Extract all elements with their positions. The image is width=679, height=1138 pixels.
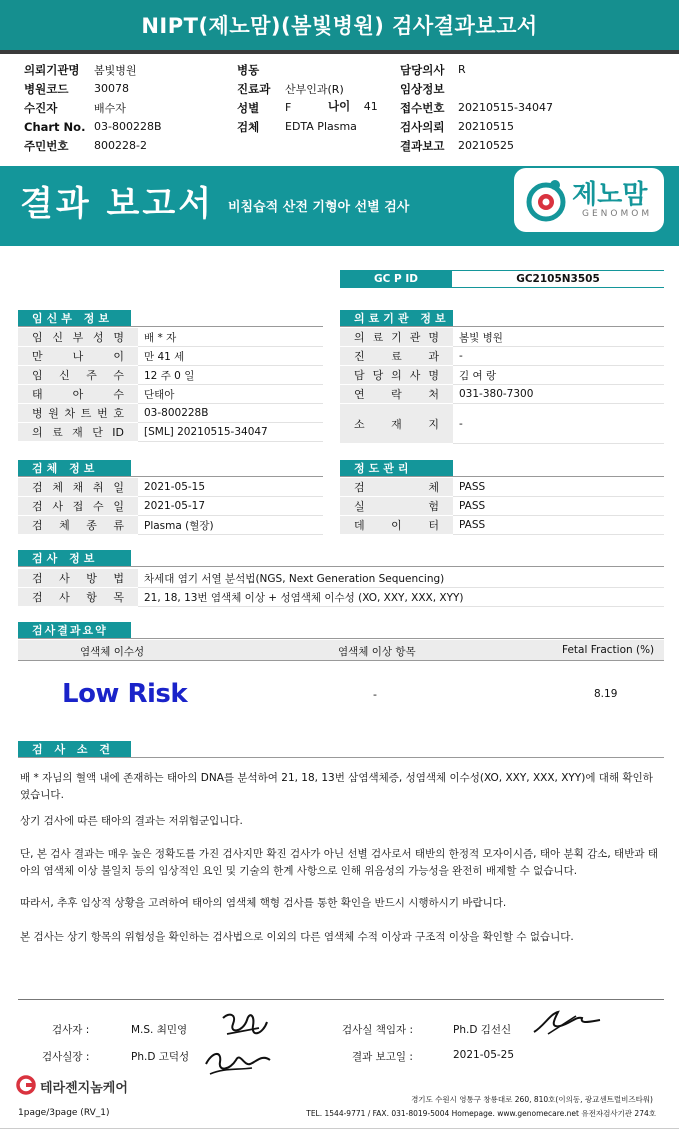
header-field-value: 20210525 [458,139,514,152]
table-row [340,478,664,497]
logo-subtext: GENOMOM [582,209,653,219]
row-label-char: 나 [72,350,84,363]
header-field-label: 주민번호 [24,138,69,153]
row-label-char: 수 [113,369,124,382]
row-label-char: 검 [354,481,365,494]
row-label-char: 락 [391,388,402,401]
row-label-char: 채 [72,481,84,494]
row-value: Plasma (혈장) [138,516,323,535]
findings-heading: 검 사 소 견 [18,741,131,757]
row-label-char: 체 [428,481,439,494]
header-field [24,60,244,79]
result-summary-heading: 검사결과요약 [18,622,131,638]
row-label [18,423,138,442]
header-field [24,79,244,98]
row-value: PASS [453,478,664,497]
row-value: 차세대 염기 서열 분석법(NGS, Next Generation Sequencing) [138,569,664,588]
row-label-char: 임 [32,369,43,382]
row-label-char: 사 [52,500,63,513]
row-label-char: 신 [52,331,63,344]
result-risk: Low Risk [62,679,188,709]
lab-chief-name: Ph.D 고덕성 [131,1051,190,1063]
genomom-logo-icon [522,176,570,224]
table-row [18,423,323,442]
table-row [18,569,664,588]
row-value: - [453,404,664,444]
row-label [18,385,138,404]
findings-paragraph-4: 따라서, 추후 임상적 상황을 고려하여 태아의 염색체 핵형 검사를 통한 확인을 반드시 시행하시기 바랍니다. [20,897,507,909]
company-address: 경기도 수원시 영통구 창룡대로 260, 810호(이의동, 광교센트럴비즈타워) [411,1095,653,1104]
table-row [18,347,323,366]
row-label [340,328,453,347]
lab-head-name: Ph.D 김선신 [453,1024,512,1036]
row-label-char: 데 [354,519,365,532]
row-label-char: 신 [59,369,70,382]
header-field-value: 03-800228B [94,120,162,133]
test-info-table [18,569,664,607]
row-label-char: 사 [59,591,70,604]
header-field-value: F [285,101,292,114]
row-label-char: 차 [64,407,76,420]
header-col-3 [400,60,660,155]
header-field-label: Chart No. [24,119,86,134]
row-value: 단태아 [138,385,323,404]
row-label-char: 당 [372,369,384,382]
lab-head-label: 검사실 책임자 : [342,1024,414,1036]
header-field [237,60,397,79]
row-label-char: 사 [59,572,70,585]
row-label [340,347,453,366]
header-field [237,79,397,98]
result-abnormal-item: - [373,688,377,701]
row-label-char: 검 [32,481,43,494]
terragen-logo-icon [16,1075,36,1095]
row-label-char: 체 [59,519,70,532]
row-label-char: 성 [92,331,104,344]
col-fetal-fraction: Fetal Fraction (%) [562,644,655,656]
lab-chief-label: 검사실장 : [42,1051,90,1063]
age-label: 나이 [328,99,351,113]
col-abnormal-items: 염색체 이상 항목 [338,646,416,658]
row-label-char: 처 [428,388,439,401]
row-label [18,588,138,607]
header-fields [0,56,679,152]
qc-info-heading: 정도관리 [340,460,453,476]
header-field-label: 임상정보 [400,81,445,96]
header-field-label: 검체 [237,119,260,134]
header-field-value: 30078 [94,82,129,95]
header-field-label: 병동 [237,62,260,77]
row-label-char: 기 [391,331,402,344]
table-row [340,404,664,444]
row-label-char: 주 [86,369,97,382]
age-value: 41 [363,100,378,113]
table-row [18,516,323,535]
row-label [18,366,138,385]
row-label-char: 수 [92,500,104,513]
header-field-value: 배수자 [94,101,126,115]
findings-paragraph-1: 배 * 자님의 혈액 내에 존재하는 태아의 DNA를 분석하여 21, 18, 13번 삼염색체증, 성염색체 이수성(XO, XXY, XXX, XYY)에 대해 확인하였습니다. [20,772,653,801]
findings-paragraph-5: 본 검사는 상기 항목의 위험성을 확인하는 검사법으로 이외의 다른 염색체 수적 이상과 구조적 이상을 확인할 수 없습니다. [20,931,574,943]
row-label-char: 재 [391,417,402,431]
row-label-char: 료 [52,426,63,439]
row-value: [SML] 20210515-34047 [138,423,323,442]
row-label-char: 류 [113,519,124,532]
row-label-char: 명 [113,331,124,344]
row-label-char: 호 [113,407,124,420]
header-field-label: 수진자 [24,100,58,115]
table-row [18,366,323,385]
header-field-label: 병원코드 [24,81,69,96]
findings-paragraph-3: 단, 본 검사 결과는 매우 높은 정확도를 가진 검사지만 확진 검사가 아닌 선별 검사로서 태반의 한정적 모자이시즘, 태아 분획 감소, 태반과 태아의 염색체 이상 불일치 등의 임상적인 요인 및 기술의 한계 사항으로 인해 위음성의 가능성을 완전히 배제할 수 없습니다. [20,848,658,877]
row-label-char: 명 [428,369,439,382]
row-label [18,516,138,535]
header-field-label: 성별 [237,100,260,115]
row-value: PASS [453,516,664,535]
lab-chief-signature [200,1040,274,1080]
row-label-char: 접 [72,500,84,513]
row-label [340,404,453,444]
row-label-char: 의 [354,331,365,344]
row-label-char: 종 [86,519,97,532]
row-label [18,478,138,497]
row-label [340,366,453,385]
header-field-value: 봄빛병원 [94,63,137,77]
row-label-char: 의 [32,426,43,439]
row-value: 21, 18, 13번 염색체 이상 + 성염색체 이수성 (XO, XXY, XXX, XYY) [138,588,664,607]
row-label-char: 아 [72,388,84,401]
row-label-char: 담 [354,369,365,382]
table-row [18,588,664,607]
header-field-label: 검사의뢰 [400,119,445,134]
institution-info-table [340,328,664,444]
tester-label: 검사자 : [52,1024,90,1036]
company-name: 테라젠지놈케어 [40,1081,128,1096]
row-label-char: 과 [428,350,439,363]
row-label-char: 험 [428,500,439,513]
header-field-label: 진료과 [237,81,271,96]
row-label-char: 터 [428,519,439,532]
row-value: 배 * 자 [138,328,323,347]
row-label-char: 소 [354,417,365,431]
table-row [18,404,323,423]
row-label [340,516,453,535]
row-label-char: 실 [354,500,365,513]
table-row [18,497,323,516]
tester-name: M.S. 최민영 [131,1024,188,1036]
findings-paragraph-2: 상기 검사에 따른 태아의 결과는 저위험군입니다. [20,815,243,827]
row-label-char: 검 [32,572,43,585]
row-label-char: 검 [32,591,43,604]
row-label-char: 태 [32,388,43,401]
header-field-value: 20210515-34047 [458,101,553,114]
row-label [18,569,138,588]
header-field-value: R [458,63,466,76]
row-label-char: 트 [80,407,92,420]
row-label-char: 수 [113,388,124,401]
row-value: PASS [453,497,664,516]
header-field-label: 담당의사 [400,62,445,77]
header-field [400,79,660,98]
row-label [18,328,138,347]
row-label-char: 법 [113,572,124,585]
row-value: - [453,347,664,366]
row-label-char: 이 [391,519,402,532]
banner-subtitle: 비침습적 산전 기형아 선별 검사 [228,200,410,215]
row-label-char: 체 [52,481,63,494]
row-label-char: 번 [97,407,108,420]
header-field [24,136,244,155]
header-field-value: 800228-2 [94,139,147,152]
header-field-label: 결과보고 [400,138,445,153]
table-row [340,366,664,385]
header-field-label: 의뢰기관명 [24,62,80,77]
header-field [24,117,244,136]
institution-info-heading: 의료기관 정보 [340,310,453,326]
header-field [400,117,660,136]
row-label-char: 목 [113,591,124,604]
row-label-char: 취 [92,481,104,494]
row-label-char: 항 [86,591,97,604]
col-aneuploidy: 염색체 이수성 [80,646,145,658]
row-label-char: 의 [391,369,402,382]
gcp-id-label: GC P ID [340,270,452,288]
row-label-char: 병 [32,407,43,420]
row-label-char: 관 [409,331,421,344]
row-value: 03-800228B [138,404,323,423]
header-col-1 [24,60,244,155]
row-label-char: 원 [48,407,59,420]
report-date-label: 결과 보고일 : [352,1051,413,1063]
header-field-value: 20210515 [458,120,514,133]
table-row [18,328,323,347]
header-field [400,98,660,117]
row-label-char: 료 [372,331,384,344]
test-info-heading: 검사 정보 [18,550,131,566]
row-label [18,497,138,516]
header-field-value: 산부인과(R) [285,82,344,96]
header-field [400,60,660,79]
row-label-char: 단 [92,426,103,439]
row-label [340,478,453,497]
lab-head-signature [530,1006,604,1040]
row-value: 봄빛 병원 [453,328,664,347]
qc-info-table [340,478,664,535]
row-label-char: 검 [32,500,43,513]
row-label-char: 이 [113,350,124,363]
row-label [18,404,138,423]
row-label-char: 일 [113,500,124,513]
row-label [340,497,453,516]
page-number: 1page/3page (RV_1) [18,1108,110,1118]
row-label-char: 부 [72,331,84,344]
report-title: NIPT(제노맘)(봄빛병원) 검사결과보고서 [0,0,679,54]
header-field [237,117,397,136]
row-value: 2021-05-15 [138,478,323,497]
table-row [18,478,323,497]
row-label [18,347,138,366]
row-label-char: 만 [32,350,43,363]
gcp-id-value: GC2105N3505 [452,270,664,288]
table-row [340,516,664,535]
row-label-char: 일 [113,481,124,494]
genomom-logo [514,168,664,232]
patient-info-heading: 임신부 정보 [18,310,131,326]
row-value: 12 주 0 일 [138,366,323,385]
table-row [340,347,664,366]
row-label-char: 임 [32,331,43,344]
specimen-info-table [18,478,323,535]
specimen-info-heading: 검체 정보 [18,460,131,476]
row-label-char: 진 [354,350,365,363]
row-value: 만 41 세 [138,347,323,366]
logo-text: 제노맘 [572,180,648,210]
row-label-char: 료 [391,350,402,363]
row-label-char: 방 [86,572,97,585]
table-row [18,385,323,404]
row-label-char: 지 [428,417,439,431]
row-label-char: 사 [409,369,421,382]
header-field [24,98,244,117]
result-fetal-fraction: 8.19 [594,688,618,700]
row-label-char: 재 [72,426,83,439]
table-row [340,328,664,347]
header-field-value: EDTA Plasma [285,120,357,133]
banner-title: 결과 보고서 [20,184,215,224]
header-field-label: 접수번호 [400,100,445,115]
table-row [340,385,664,404]
row-value: 김 여 랑 [453,366,664,385]
row-value: 031-380-7300 [453,385,664,404]
row-label-char: 명 [428,331,439,344]
row-label-char: ID [112,425,124,439]
header-field [400,136,660,155]
row-label-char: 검 [32,519,43,532]
row-label-char: 연 [354,388,365,401]
row-label [340,385,453,404]
row-value: 2021-05-17 [138,497,323,516]
report-date: 2021-05-25 [453,1049,515,1061]
patient-info-table [18,328,323,442]
company-contact: TEL. 1544-9771 / FAX. 031-8019-5004 Homepage. www.genomecare.net 유전자검사기관 274호 [306,1109,656,1118]
table-row [340,497,664,516]
